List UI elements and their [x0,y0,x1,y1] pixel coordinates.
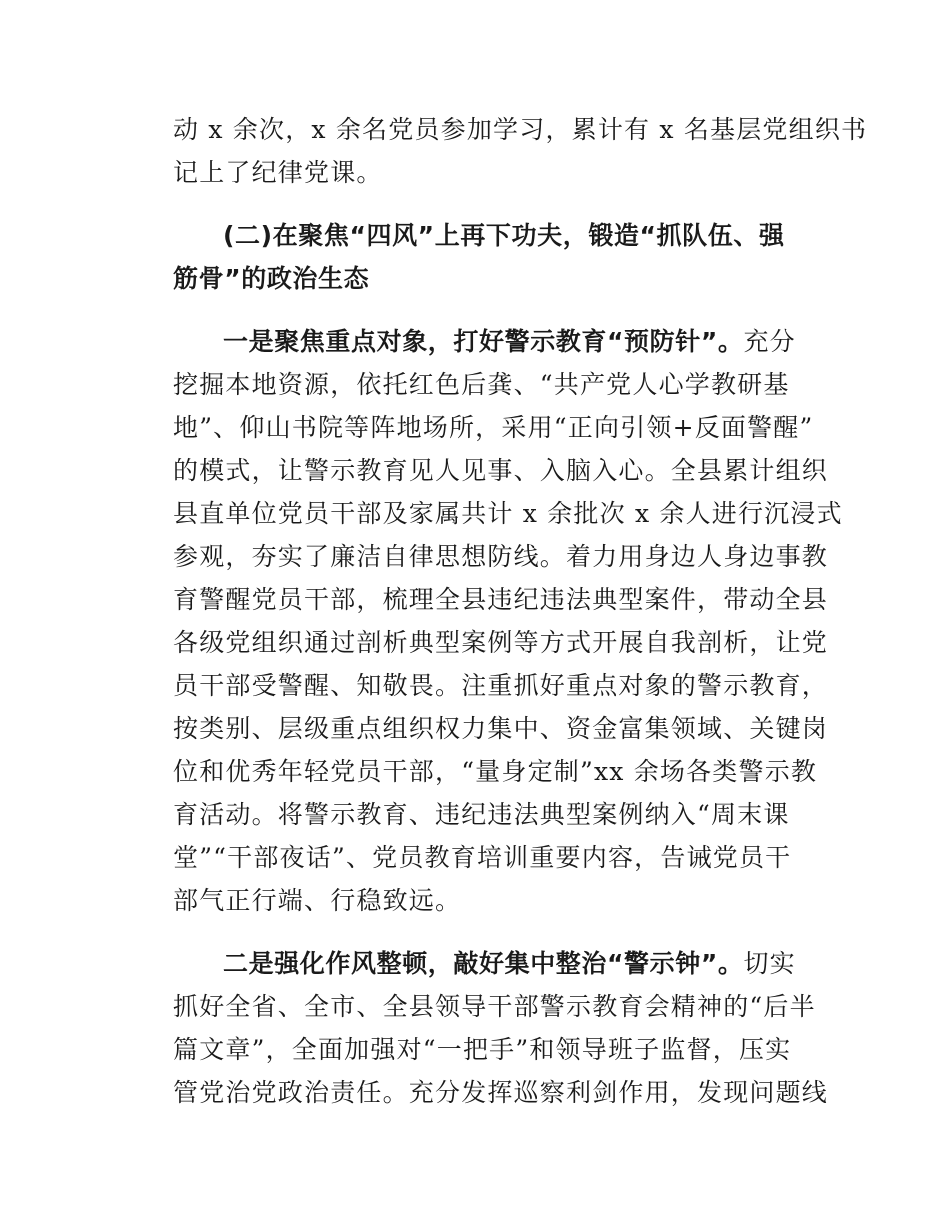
paragraph-gap [173,922,803,942]
text-line: 的模式，让警示教育见人见事、入脑入心。全县累计组织 [173,456,829,485]
text-line: 地”、仰山书院等阵地场所，采用“正向引领+反面警醒” [173,413,814,442]
text-line: 按类别、层级重点组织权力集中、资金富集领域、关键岗 [173,714,829,743]
text-line: 育活动。将警示教育、违纪违法典型案例纳入“周末课 [173,800,790,829]
continued-paragraph [173,108,868,194]
text-line: 育警醒党员干部，梳理全县违纪违法典型案件，带动全县 [173,585,829,614]
paragraph-text: 切实 [743,949,796,978]
text-line: 抓好全省、全市、全县领导干部警示教育会精神的“后半 [173,992,816,1021]
text-line: 各级党组织通过剖析典型案例等方式开展自我剖析，让党 [173,628,829,657]
text-line: 部气正行端、行稳致远。 [173,886,462,915]
text-line: 篇文章”，全面加强对“一把手”和领导班子监督，压实 [173,1035,792,1064]
paragraph-gap [173,300,803,320]
section-heading [173,214,803,300]
paragraph-lead: 二是强化作风整顿，敲好集中整治“警示钟”。 [223,949,744,978]
paragraph-text: 充分 [743,327,796,356]
paragraph-warning-education [173,320,843,922]
text-line: 县直单位党员干部及家属共计 x 余批次 x 余人进行沉浸式 [173,499,843,528]
text-line: 位和优秀年轻党员干部，“量身定制”xx 余场各类警示教 [173,757,818,786]
text-line: 管党治党政治责任。充分发挥巡察利剑作用，发现问题线 [173,1078,829,1107]
text-line [173,320,803,363]
document-page [173,108,868,1114]
paragraph-gap [173,194,803,214]
text-line: 员干部受警醒、知敬畏。注重抓好重点对象的警示教育， [173,671,829,700]
text-line: 堂”“干部夜话”、党员教育培训重要内容，告诫党员干 [173,843,792,872]
text-line: 挖掘本地资源，依托红色后龚、“共产党人心学教研基 [173,370,790,399]
paragraph-style-rectification [173,942,829,1114]
text-line: 参观，夯实了廉洁自律思想防线。着力用身边人身边事教 [173,542,829,571]
heading-line: (二)在聚焦“四风”上再下功夫，锻造“抓队伍、强 [223,221,785,250]
text-line [173,942,803,985]
heading-line: 筋骨”的政治生态 [173,264,370,293]
text-line: 动 x 余次，x 余名党员参加学习，累计有 x 名基层党组织书 [173,115,868,144]
text-line: 记上了纪律党课。 [173,158,383,187]
paragraph-lead: 一是聚焦重点对象，打好警示教育“预防针”。 [223,327,744,356]
